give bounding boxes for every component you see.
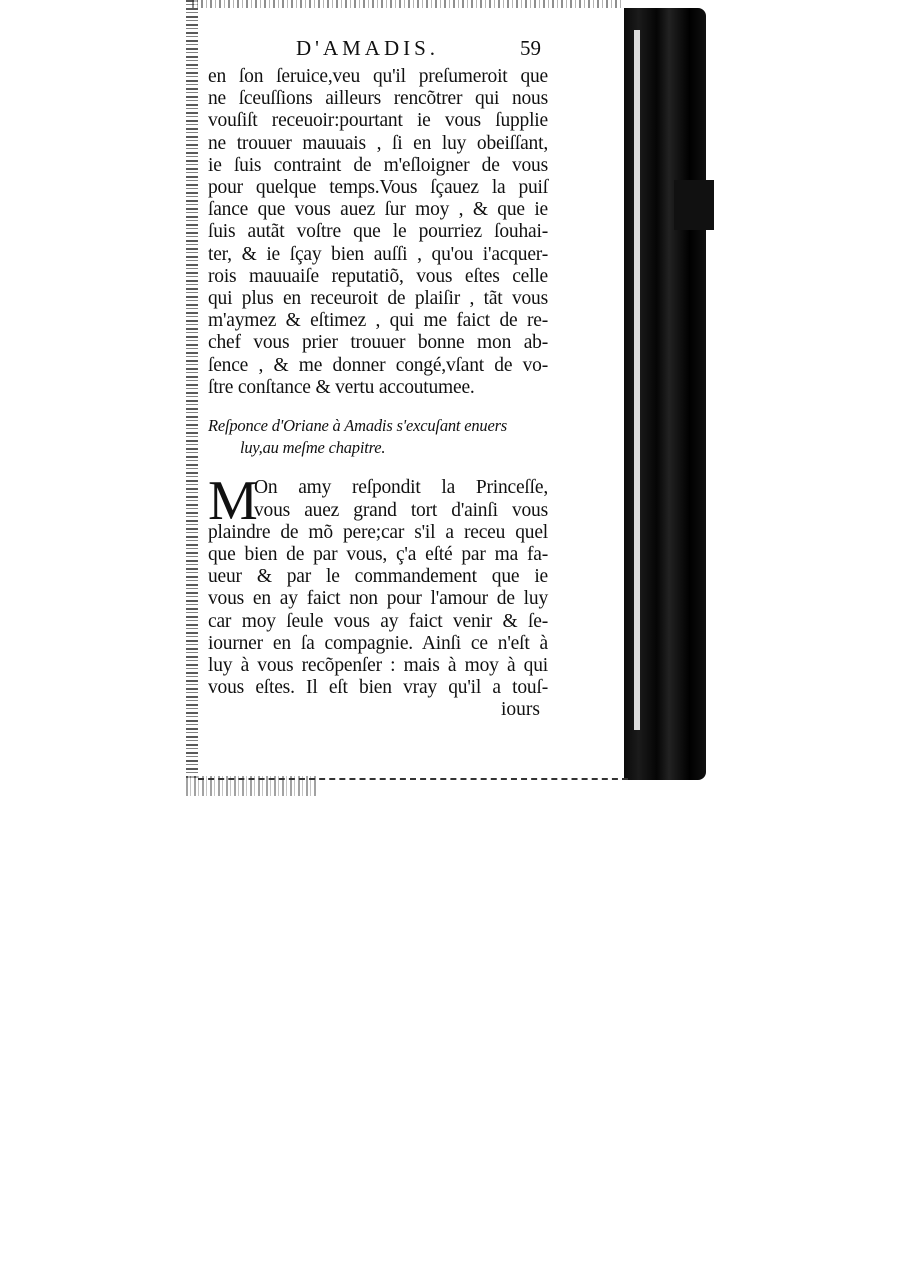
catchword: iours: [501, 699, 540, 721]
paragraph-1: [208, 66, 548, 399]
binding-edge: [186, 0, 198, 780]
paragraph-2: [208, 470, 548, 721]
spine-tab: [674, 180, 714, 230]
text-line: vous en ay faict non pour l'amour de luy: [208, 588, 548, 610]
text-line: m'aymez & eſtimez , qui me faict de re-: [208, 310, 548, 332]
text-line: iourner en ſa compagnie. Ainſi ce n'eſt à: [208, 632, 548, 654]
drop-cap: M: [208, 470, 258, 533]
text-line: que bien de par vous, ç'a eſté par ma fa-: [208, 544, 548, 566]
text-line: ſuis autãt voſtre que le pourriez ſouhai-: [208, 221, 548, 243]
running-head: [208, 36, 548, 66]
text-line: ſance que vous auez ſur moy , & que ie: [208, 199, 548, 221]
spine-highlight: [634, 30, 640, 730]
text-line: ſtre conſtance & vertu accoutumee.: [208, 376, 475, 398]
bottom-rule: [198, 778, 628, 780]
text-line: chef vous prier trouuer bonne mon ab-: [208, 332, 548, 354]
text-line: qui plus en receuroit de plaiſir , tãt vous: [208, 288, 548, 310]
text-line: ter, & ie ſçay bien auſſi , qu'ou i'acquer-: [208, 243, 548, 265]
text-line: ie ſuis contraint de m'eſloigner de vous: [208, 154, 548, 176]
text-line: luy à vous recõpenſer : mais à moy à qui: [208, 655, 548, 677]
text-line: ſence , & me donner congé,vſant de vo-: [208, 354, 548, 376]
text-line: en ſon ſeruice,veu qu'il preſumeroit que: [208, 66, 548, 87]
text-line: ueur & par le commandement que ie: [208, 566, 548, 588]
text-line: vouſiſt receuoir:pourtant ie vous ſupplie: [208, 110, 548, 132]
page-text: [208, 36, 548, 721]
text-line: ne trouuer mauuais , ſi en luy obeiſſant,: [208, 132, 548, 154]
page-number: 59: [520, 36, 541, 60]
section-rubric: [208, 415, 548, 459]
text-line: vous eſtes. Il eſt bien vray qu'il a touſ-: [208, 677, 548, 699]
text-line: pour quelque temps.Vous ſçauez la puiſ: [208, 177, 548, 199]
text-line: car moy ſeule vous ay faict venir & ſe-: [208, 610, 548, 632]
running-title: D'AMADIS.: [296, 36, 440, 60]
text-line: vous auez grand tort d'ainſi vous: [254, 499, 548, 521]
text-line: plaindre de mõ pere;car s'il a receu quel: [208, 521, 548, 543]
rubric-line: luy,au meſme chapitre.: [240, 438, 386, 458]
scanned-page: [186, 0, 716, 800]
top-edge-speckle: [192, 0, 622, 8]
text-line: ne ſceuſſions ailleurs rencõtrer qui nous: [208, 88, 548, 110]
text-line: On amy reſpondit la Princeſſe,: [254, 477, 548, 499]
rubric-line: Reſponce d'Oriane à Amadis s'excuſant enuers: [208, 416, 508, 436]
text-line: rois mauuaiſe reputatiõ, vous eſtes celle: [208, 265, 548, 287]
